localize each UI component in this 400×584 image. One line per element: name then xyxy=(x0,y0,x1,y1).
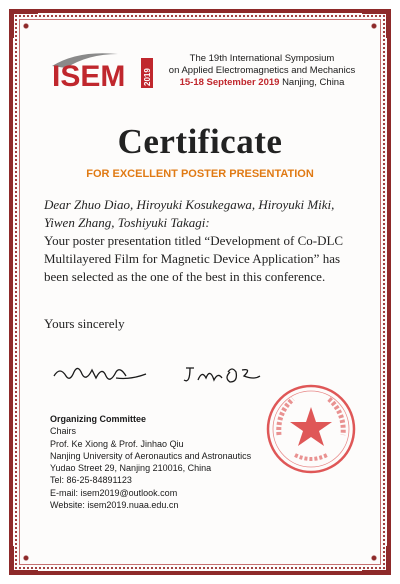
symposium-location: Nanjing, China xyxy=(282,77,345,88)
signature-xiong xyxy=(50,358,150,388)
corner-ornament-top-right xyxy=(362,12,388,38)
committee-chairs: Prof. Ke Xiong & Prof. Jinhao Qiu xyxy=(50,438,184,449)
letter-body: Your poster presentation titled “Development of Co-DLC Multilayered Film for Magnetic Device Application” has been selected as the one of the best in this conference. xyxy=(44,233,344,284)
committee-heading: Organizing Committee xyxy=(50,414,147,424)
organizing-committee xyxy=(50,413,290,511)
corner-ornament-bottom-left xyxy=(12,546,38,572)
corner-ornament-top-left xyxy=(12,12,38,38)
symposium-line-2: on Applied Electromagnetics and Mechanics xyxy=(168,65,356,76)
letter-closing: Yours sincerely xyxy=(44,316,125,331)
certificate-subtitle: FOR EXCELLENT POSTER PRESENTATION xyxy=(86,168,314,180)
symposium-date-location xyxy=(162,77,362,89)
symposium-line-1: The 19th International Symposium xyxy=(189,53,335,64)
committee-address: Yudao Street 29, Nanjing 210016, China xyxy=(50,463,212,474)
svg-text:2019: 2019 xyxy=(143,68,152,86)
symposium-header xyxy=(162,53,362,89)
committee-tel: Tel: 86-25-84891123 xyxy=(50,475,132,486)
committee-website: Website: isem2019.nuaa.edu.cn xyxy=(50,500,179,511)
isem-logo xyxy=(48,48,158,92)
corner-ornament-bottom-right xyxy=(362,546,388,572)
symposium-dates: 15-18 September 2019 xyxy=(179,77,280,88)
committee-university: Nanjing University of Aeronautics and Astronautics xyxy=(50,450,252,461)
letter-salutation: Dear Zhuo Diao, Hiroyuki Kosukegawa, Hiroyuki Miki, Yiwen Zhang, Toshiyuki Takagi: xyxy=(44,197,335,230)
committee-email: E-mail: isem2019@outlook.com xyxy=(50,487,178,498)
certificate-title: Certificate xyxy=(117,122,283,161)
svg-text:ISEM: ISEM xyxy=(52,60,126,92)
committee-role: Chairs xyxy=(50,426,77,437)
